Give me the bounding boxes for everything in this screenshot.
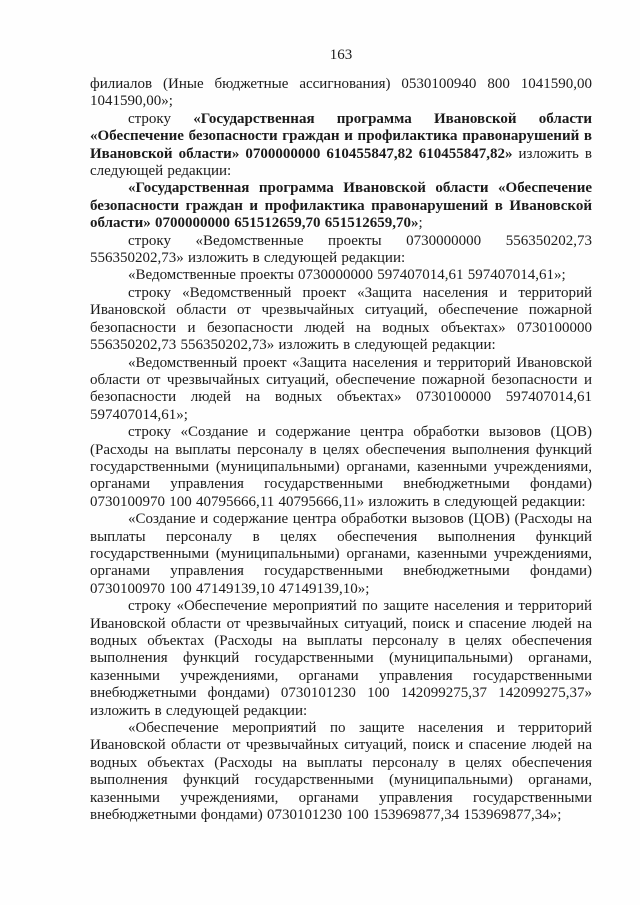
para-continuation-filialov	[90, 76, 592, 111]
text-run: «Ведомственные проекты 0730000000 597407014,61 597407014,61»;	[128, 267, 566, 284]
para-obespechenie-meropriyatiy-new	[90, 720, 592, 824]
text-run: «Ведомственный проект «Защита населения и территорий Ивановской области от чрезвычайных ситуаций, обеспечение пожарной безопасности и безопасности людей на водных объектах» 0730100000 597407014,61 597407014,61»;	[90, 354, 592, 423]
text-run: изложить в следующей редакции:	[90, 145, 592, 180]
text-run: строку «Ведомственный проект «Защита населения и территорий Ивановской области от чрезвычайных ситуаций, обеспечение пожарной безопасности и безопасности людей на водных объектах» 0730100000 556350202,73 556350202,73» изложить в следующей редакции:	[90, 284, 592, 354]
text-run: строку «Ведомственные проекты 0730000000 556350202,73 556350202,73» изложить в следующей редакции:	[90, 232, 592, 267]
para-vedomstvennye-proekty-new	[90, 267, 592, 284]
page-number: 163	[329, 47, 353, 63]
para-stroku-vedomstvennye-proekty-old	[90, 233, 592, 268]
para-stroku-gosprogramma-old	[90, 111, 592, 181]
para-stroku-cov-old	[90, 424, 592, 511]
para-vedomstvenny-proekt-zashchita-new	[90, 355, 592, 425]
bold-text-run: «Государственная программа Ивановской области «Обеспечение безопасности граждан и профилактика правонарушений в Ивановской области» 0700000000 651512659,70 651512659,70»	[90, 180, 592, 232]
document-body	[90, 76, 592, 824]
text-run: «Обеспечение мероприятий по защите населения и территорий Ивановской области от чрезвычайных ситуаций, поиск и спасение людей на водных объектах (Расходы на выплаты персоналу в целях обеспечения выполнения функций государственными (муниципальными) органами, казенными учреждениями, органами управления государственными внебюджетными фондами) 0730101230 100 153969877,34 153969877,34»;	[90, 720, 592, 824]
bold-text-run: «Государственная программа Ивановской области «Обеспечение безопасности граждан и профилактика правонарушений в Ивановской области» 0700000000 610455847,82 610455847,82»	[90, 110, 592, 162]
text-run: ;	[418, 215, 423, 232]
para-cov-new	[90, 511, 592, 598]
para-stroku-obespechenie-meropriyatiy-old	[90, 598, 592, 720]
para-gosprogramma-new	[90, 180, 592, 232]
text-run: «Создание и содержание центра обработки вызовов (ЦОВ) (Расходы на выплаты персоналу в целях обеспечения выполнения функций государственными (муниципальными) органами, казенными учреждениями, органами управления государственными внебюджетными фондами) 0730100970 100 47149139,10 47149139,10»;	[90, 511, 592, 597]
para-stroku-vedomstvenny-proekt-zashchita-old	[90, 285, 592, 355]
text-run: строку «Обеспечение мероприятий по защите населения и территорий Ивановской области от чрезвычайных ситуаций, поиск и спасение людей на водных объектах (Расходы на выплаты персоналу в целях обеспечения выполнения функций государственными (муниципальными) органами, казенными учреждениями, органами управления государственными внебюджетными фондами) 0730101230 100 142099275,37 142099275,37» изложить в следующей редакции:	[90, 598, 592, 719]
text-run: строку	[128, 110, 194, 127]
text-run: филиалов (Иные бюджетные ассигнования) 0530100940 800 1041590,00 1041590,00»;	[90, 76, 592, 110]
text-run: строку «Создание и содержание центра обработки вызовов (ЦОВ) (Расходы на выплаты персоналу в целях обеспечения выполнения функций государственными (муниципальными) органами, казенными учреждениями, органами управления государственными внебюджетными фондами) 0730100970 100 40795666,11 40795666,11» изложить в следующей редакции:	[90, 424, 592, 510]
